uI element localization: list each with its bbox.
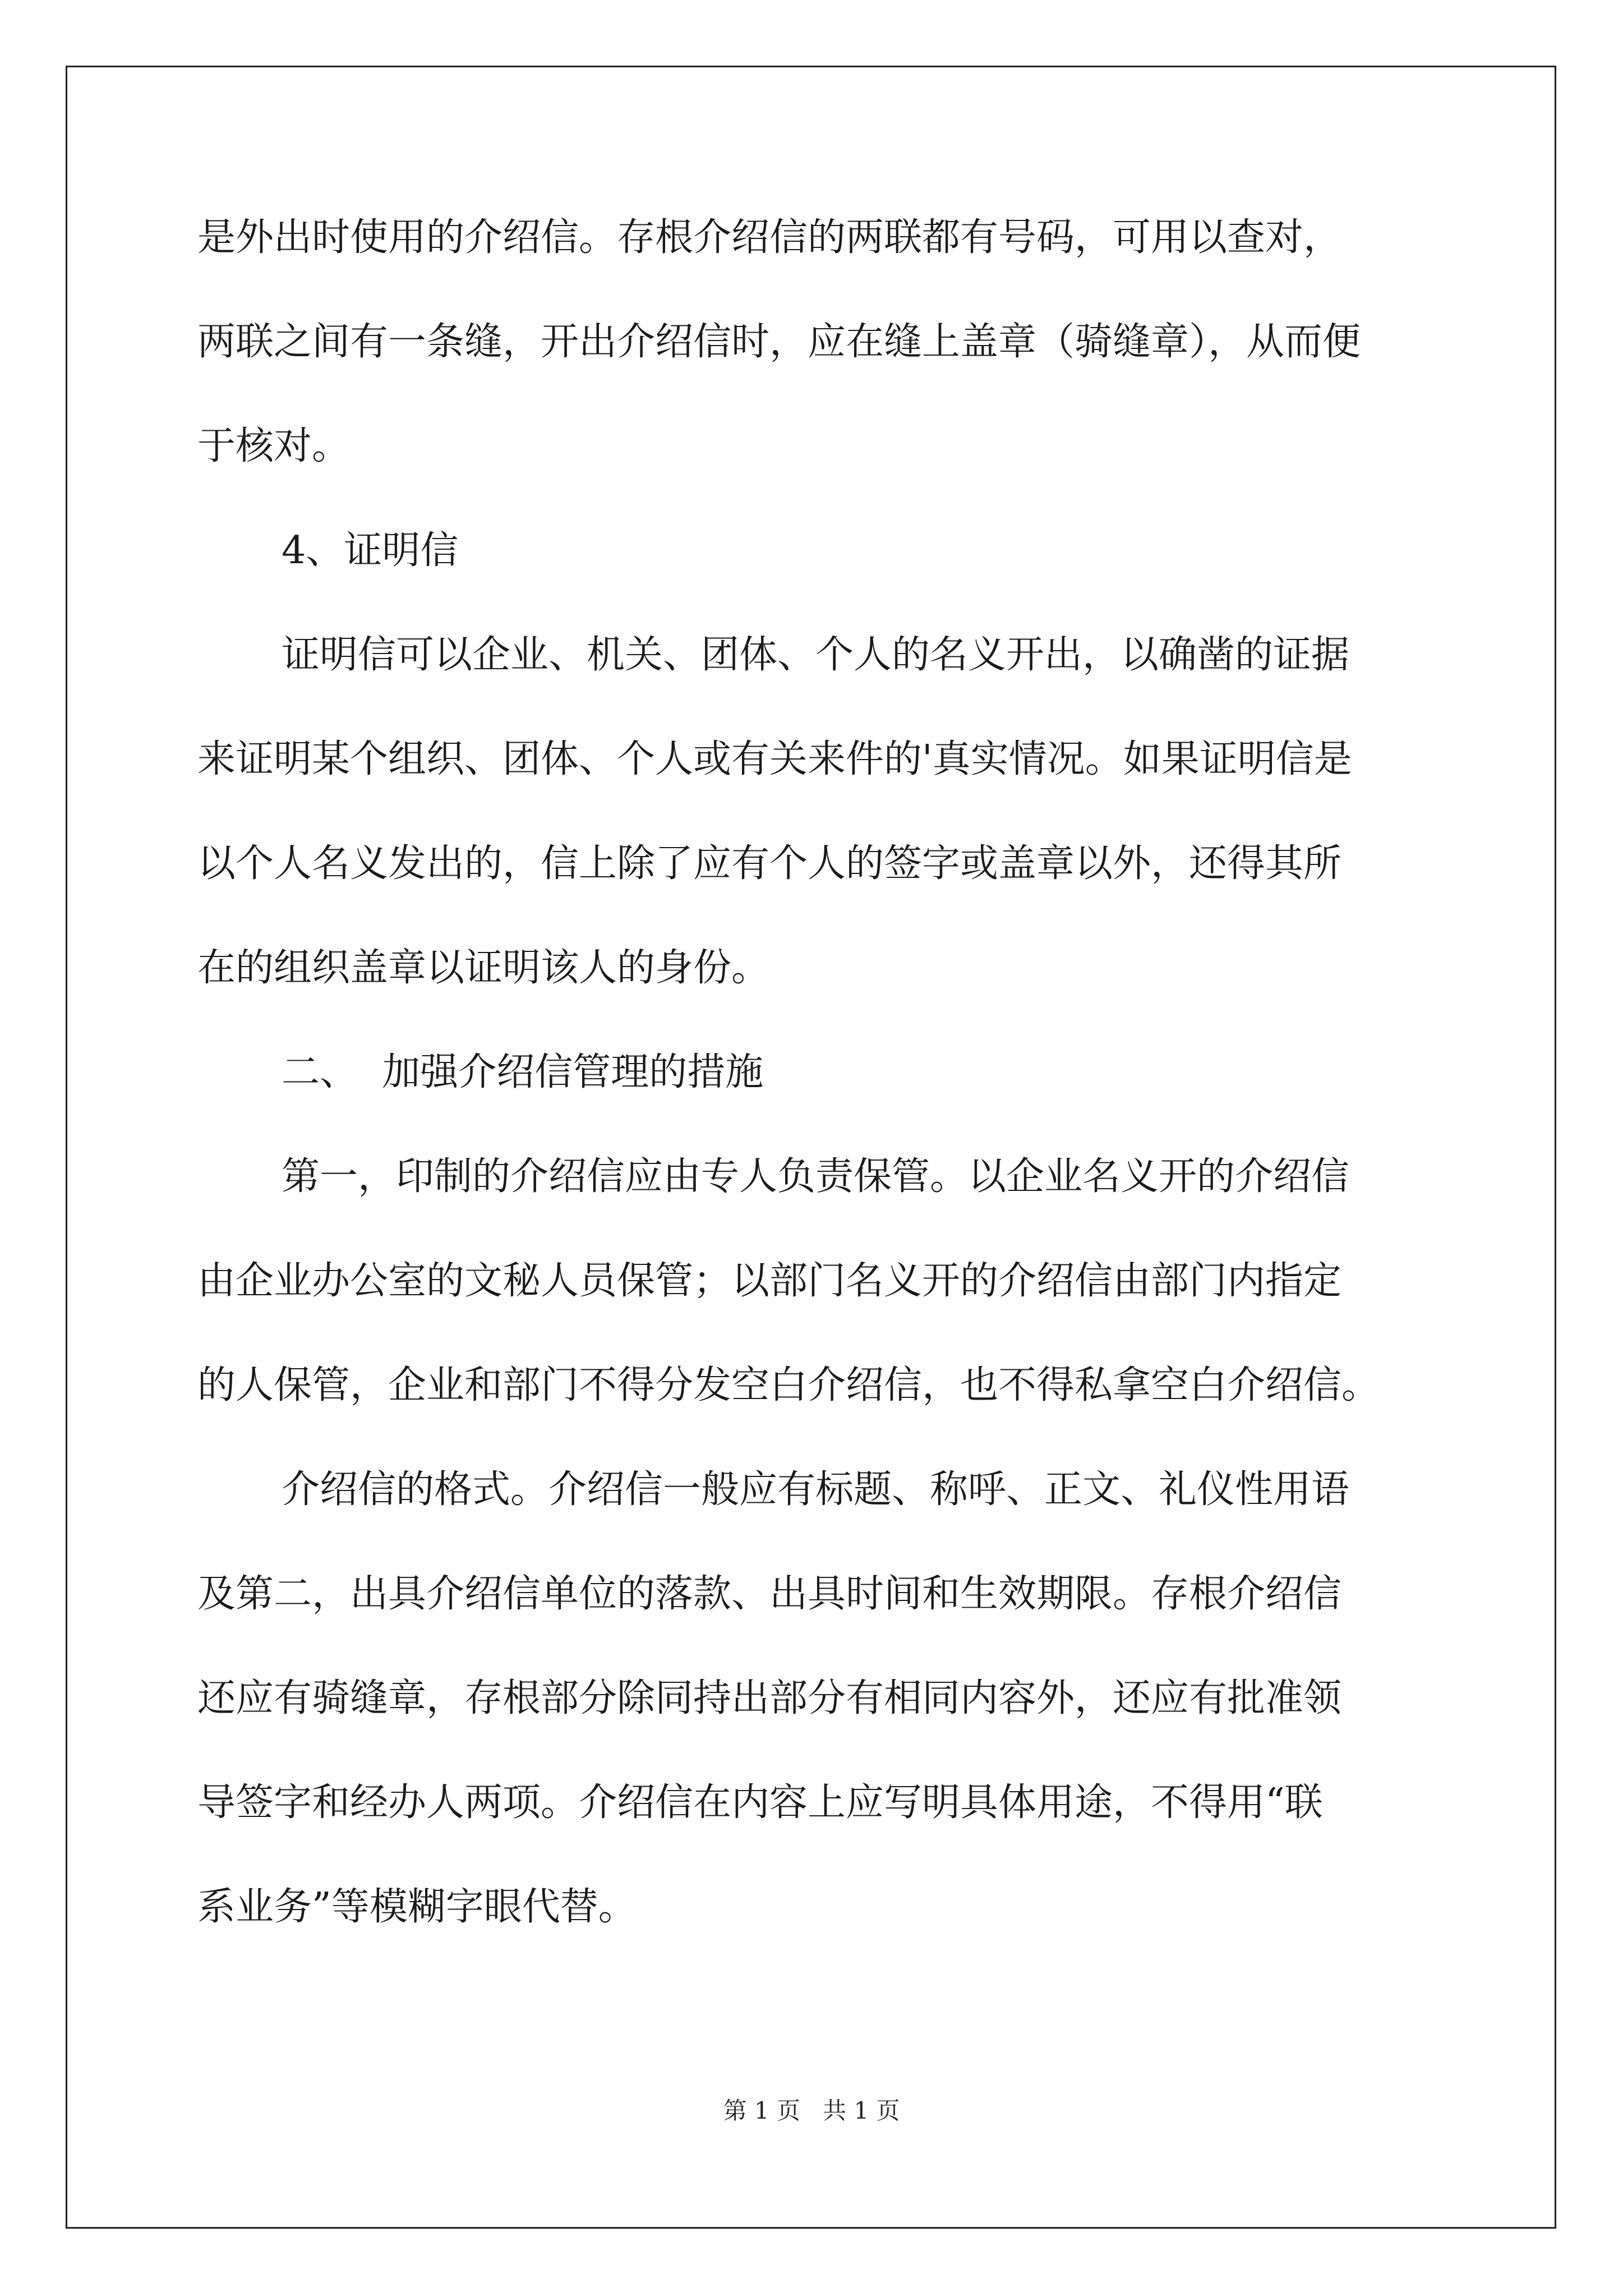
section-heading: 二、 加强介绍信管理的措施	[282, 1050, 764, 1094]
text-line: 及第二，出具介绍信单位的落款、出具时间和生效期限。存根介绍信	[197, 1572, 1342, 1616]
text-line: 以个人名义发出的，信上除了应有个人的签字或盖章以外，还得其所	[197, 841, 1342, 886]
text-line: 由企业办公室的文秘人员保管；以部门名义开的介绍信由部门内指定	[197, 1259, 1342, 1303]
text-line: 还应有骑缝章，存根部分除同持出部分有相同内容外，还应有批准领	[197, 1676, 1342, 1720]
page-total: 共 1 页	[823, 2097, 900, 2124]
text-line: 第一，印制的介绍信应由专人负责保管。以企业名义开的介绍信	[282, 1154, 1350, 1199]
text-line: 两联之间有一条缝，开出介绍信时，应在缝上盖章（骑缝章），从而便	[197, 320, 1361, 364]
section-heading: 4、证明信	[282, 528, 459, 573]
text-line: 证明信可以企业、机关、团体、个人的名义开出，以确凿的证据	[282, 633, 1350, 677]
text-line: 的人保管，企业和部门不得分发空白介绍信，也不得私拿空白介绍信。	[197, 1363, 1380, 1407]
page-number: 第 1 页	[723, 2097, 800, 2124]
text-line: 是外出时使用的介绍信。存根介绍信的两联都有号码，可用以查对，	[197, 215, 1342, 260]
page-footer	[0, 2097, 1623, 2125]
text-line: 于核对。	[197, 424, 351, 468]
text-line: 系业务”等模糊字眼代替。	[197, 1885, 637, 1929]
text-line: 在的组织盖章以证明该人的身份。	[197, 946, 770, 990]
text-line: 来证明某个组织、团体、个人或有关来件的'真实情况。如果证明信是	[197, 737, 1352, 781]
text-line: 介绍信的格式。介绍信一般应有标题、称呼、正文、礼仪性用语	[282, 1467, 1350, 1512]
text-line: 导签字和经办人两项。介绍信在内容上应写明具体用途，不得用“联	[197, 1780, 1323, 1825]
